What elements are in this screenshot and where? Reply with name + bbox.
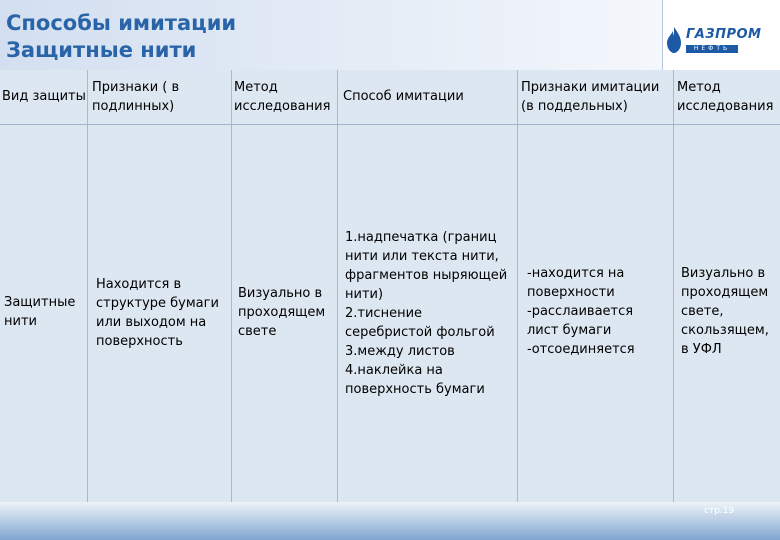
logo-subline: НЕФТЬ: [686, 45, 738, 53]
cell-imitation-way: 1.надпечатка (границ нити или текста нити, фрагментов ныряющей нити) 2.тиснение серебристой фольгой 3.между листов 4.наклейка на поверхность бумаги: [345, 230, 508, 397]
cell-genuine-signs: Находится в структуре бумаги или выходом на поверхность: [96, 277, 219, 349]
cell-fake-signs: -находится на поверхности -расслаивается лист бумаги -отсоединяется: [527, 266, 635, 357]
table-header-row: [0, 70, 780, 125]
footer-band: [0, 502, 780, 540]
title-line-1: Способы имитации: [6, 11, 237, 35]
logo-wordmark: ГАЗПРОМ: [686, 27, 762, 42]
cell-protection-type: Защитные нити: [4, 295, 76, 329]
cell-method-fake: Визуально в проходящем свете, скользящем, в УФЛ: [681, 266, 769, 357]
header-fake-signs: Признаки имитации (в поддельных): [521, 80, 660, 114]
header-imitation-way: Способ имитации: [343, 89, 464, 104]
slide-header: [0, 0, 662, 71]
page-number: стр.19: [704, 506, 735, 516]
header-method-fake: Метод исследования: [677, 80, 774, 114]
title-line-2: Защитные нити: [6, 38, 197, 62]
imitation-table: [0, 70, 780, 540]
cell-method-genuine: Визуально в проходящем свете: [238, 286, 326, 339]
slide-title: [6, 10, 236, 64]
header-genuine-signs: Признаки ( в подлинных): [92, 80, 180, 114]
gazprom-flame-icon: [664, 26, 684, 54]
header-protection-type: Вид защиты: [2, 89, 86, 104]
header-method-genuine: Метод исследования: [234, 80, 331, 114]
table-row: [0, 125, 780, 540]
